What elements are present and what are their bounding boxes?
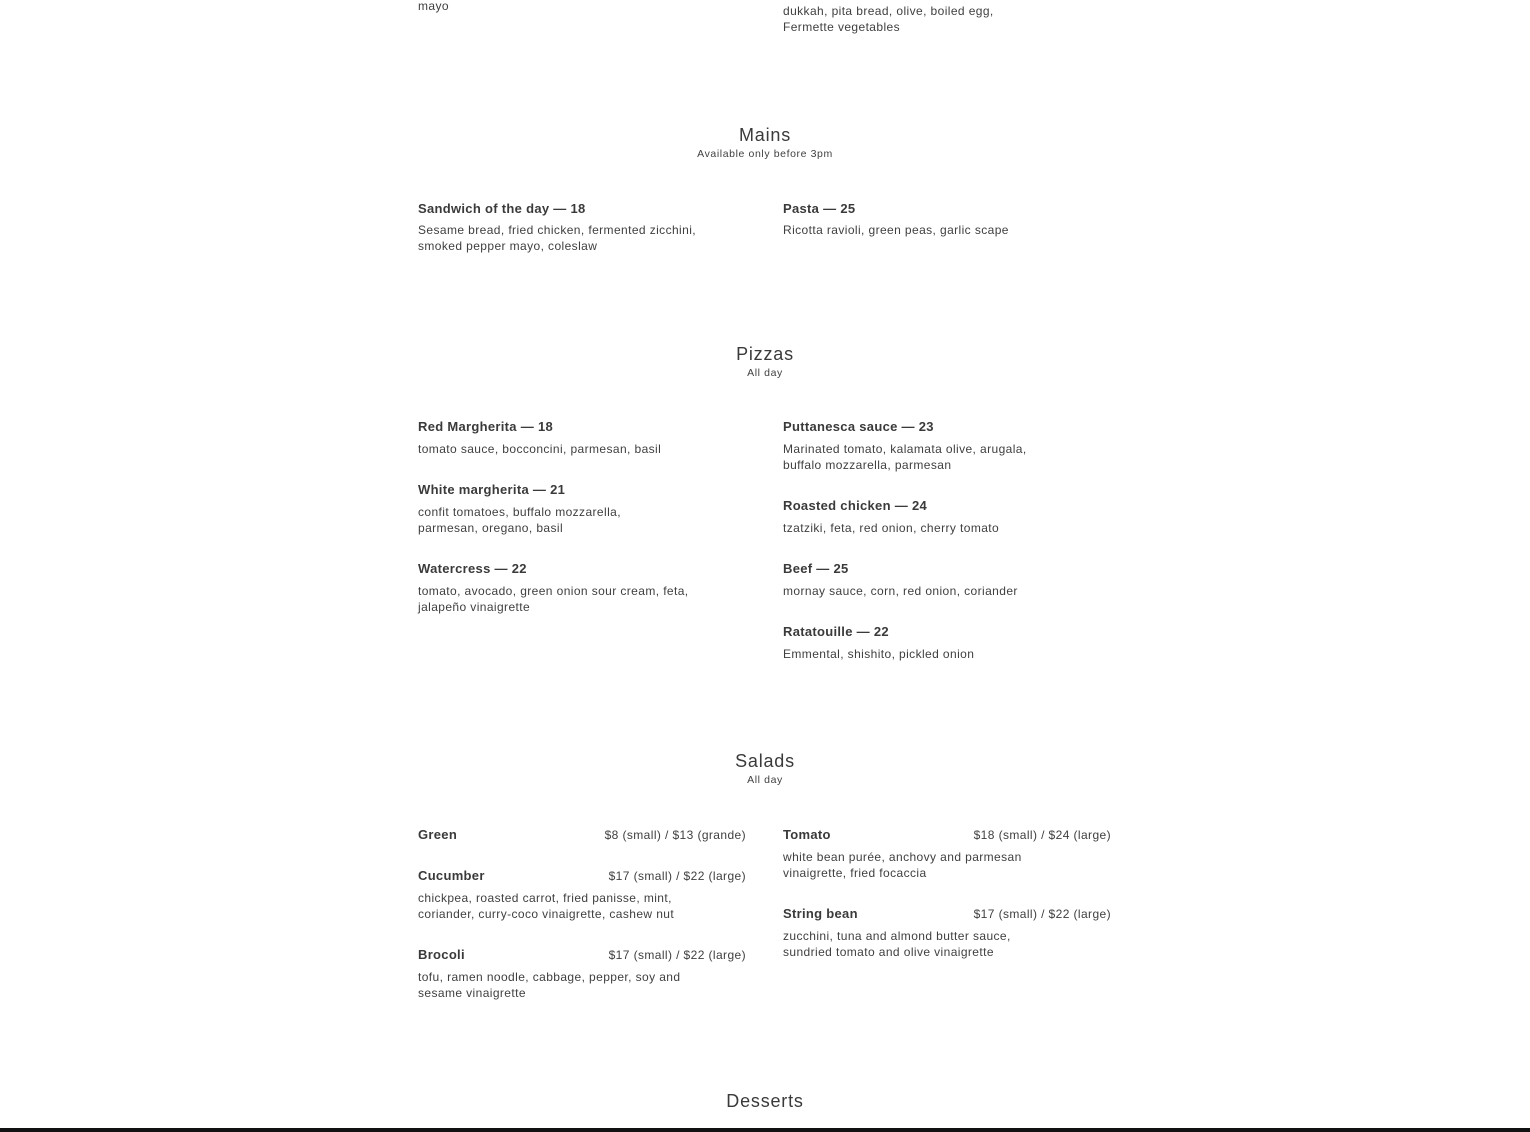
section-subtitle-mains: Available only before 3pm [697, 148, 833, 160]
menu-item-name: String bean [783, 906, 858, 921]
bottom-bar [0, 1128, 1530, 1132]
menu-item-name: Tomato [783, 827, 831, 842]
menu-item [783, 201, 1073, 238]
menu-item-desc: tomato sauce, bocconcini, parmesan, basil [418, 442, 662, 456]
menu-item-desc: Marinated tomato, kalamata olive, arugala, buffalo mozzarella, parmesan [783, 442, 1027, 472]
menu-item-desc: white bean purée, anchovy and parmesan vinaigrette, fried focaccia [783, 850, 1022, 880]
menu-item-name: Beef — 25 [783, 561, 849, 576]
menu-item-name: Roasted chicken — 24 [783, 498, 927, 513]
menu-item-name: Green [418, 827, 458, 842]
menu-item [783, 906, 1111, 960]
menu-item-desc: chickpea, roasted carrot, fried panisse, mint, coriander, curry-coco vinaigrette, cashew nut [418, 891, 675, 921]
menu-item-price: $17 (small) / $22 (large) [608, 869, 746, 883]
menu-item-name: Ratatouille — 22 [783, 624, 889, 639]
menu-item [418, 947, 746, 1001]
menu-item-desc: mornay sauce, corn, red onion, coriander [783, 584, 1018, 598]
menu-item [418, 482, 708, 536]
menu-item [783, 561, 1073, 599]
menu-item-name: Pasta — 25 [783, 201, 856, 216]
prev-item-desc-left: mayo [418, 0, 449, 13]
menu-item-desc: Ricotta ravioli, green peas, garlic scape [783, 223, 1009, 237]
section-title-mains: Mains [738, 125, 791, 145]
menu-item [418, 201, 708, 254]
menu-item-name: Red Margherita — 18 [418, 419, 554, 434]
menu-item [418, 827, 746, 843]
menu-item [418, 419, 708, 457]
menu-item-desc: confit tomatoes, buffalo mozzarella, parmesan, oregano, basil [418, 505, 621, 535]
menu-item [418, 561, 708, 615]
section-subtitle-pizzas: All day [747, 367, 783, 379]
prev-item-desc-right-line2: Fermette vegetables [783, 20, 900, 34]
menu-item [418, 868, 746, 922]
menu-item-desc: Sesame bread, fried chicken, fermented zicchini, smoked pepper mayo, coleslaw [418, 223, 696, 253]
menu-item-desc: tomato, avocado, green onion sour cream, feta, jalapeño vinaigrette [418, 584, 689, 614]
section-title-desserts: Desserts [726, 1091, 804, 1111]
section-title-salads: Salads [735, 751, 795, 771]
menu-item [783, 419, 1073, 473]
prev-item-desc-right-line1: dukkah, pita bread, olive, boiled egg, [783, 4, 994, 18]
menu-item-desc: tofu, ramen noodle, cabbage, pepper, soy and sesame vinaigrette [418, 970, 681, 1000]
menu-item-price: $17 (small) / $22 (large) [973, 907, 1111, 921]
section-subtitle-salads: All day [747, 774, 783, 786]
menu-item-desc: zucchini, tuna and almond butter sauce, sundried tomato and olive vinaigrette [783, 929, 1011, 959]
menu-item-name: Watercress — 22 [418, 561, 527, 576]
menu-item-name: Sandwich of the day — 18 [418, 201, 586, 216]
prev-item-desc-right [783, 3, 1073, 35]
menu-item-price: $8 (small) / $13 (grande) [604, 828, 746, 842]
menu-item-price: $18 (small) / $24 (large) [973, 828, 1111, 842]
menu-item-name: Brocoli [418, 947, 465, 962]
menu-item-desc: tzatziki, feta, red onion, cherry tomato [783, 521, 1000, 535]
menu-item-desc: Emmental, shishito, pickled onion [783, 647, 975, 661]
menu-item-name: Cucumber [418, 868, 485, 883]
menu-item [783, 498, 1073, 536]
menu-item-price: $17 (small) / $22 (large) [608, 948, 746, 962]
menu-item [783, 624, 1073, 662]
section-title-pizzas: Pizzas [736, 344, 794, 364]
menu-item-name: Puttanesca sauce — 23 [783, 419, 934, 434]
menu-item-name: White margherita — 21 [418, 482, 566, 497]
menu-item [783, 827, 1111, 881]
